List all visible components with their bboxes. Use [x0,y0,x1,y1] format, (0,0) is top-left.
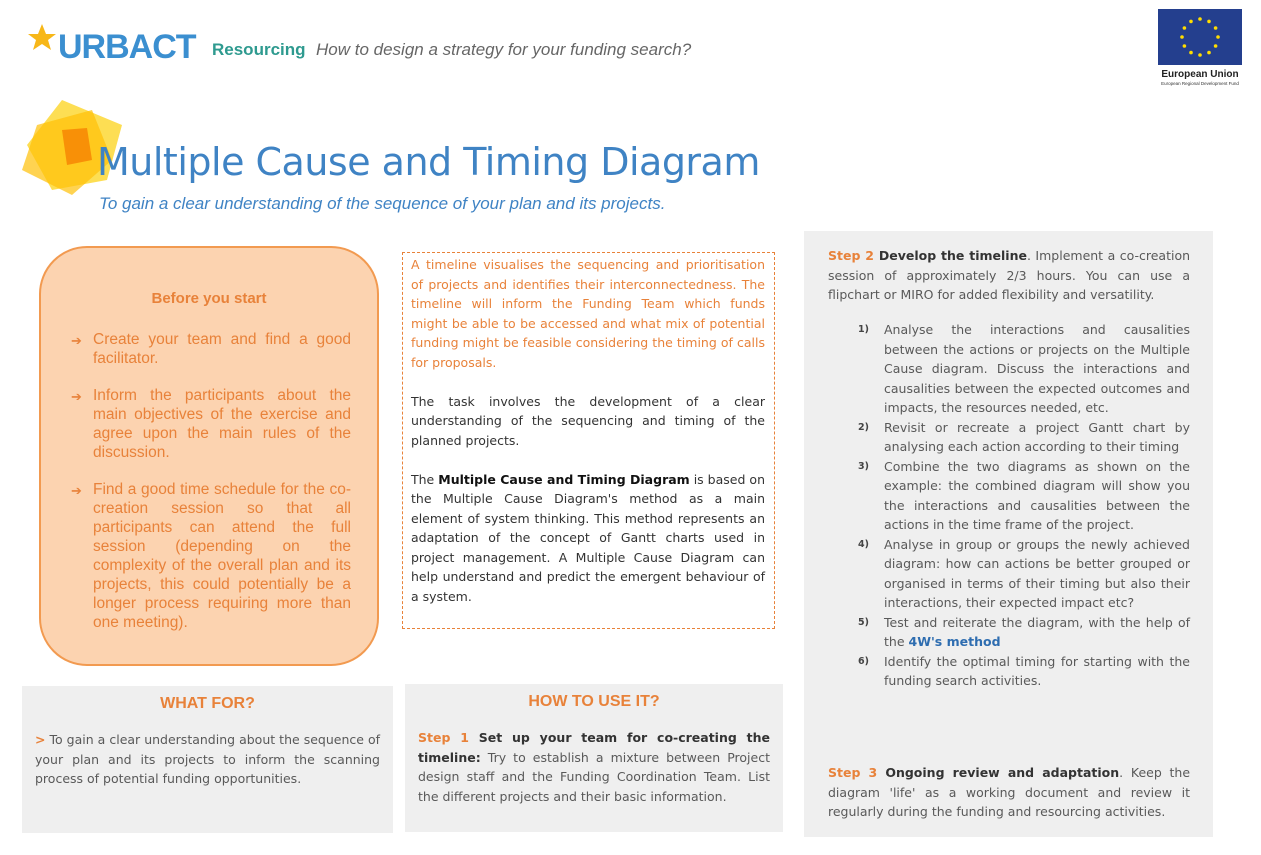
logo-text: URBACT [58,28,196,66]
eu-title: European Union [1161,69,1239,80]
intro-text-box [402,252,775,629]
step-2-text: Step 2 Develop the timeline. Implement a co-creation session of approximately 2/3 hours. You can use a flipchart or MIRO for added flexibility and versatility. [828,248,1191,302]
header-section: Resourcing [212,40,306,59]
steps-panel [804,231,1213,837]
how-to-use-title: HOW TO USE IT? [528,693,660,710]
eu-subtitle: European Regional Development Fund [1161,81,1239,86]
arrow-right-icon: ➔ [71,333,82,348]
page-title: Multiple Cause and Timing Diagram [97,140,760,184]
list-item: 5) Test and reiterate the diagram, with the help of the 4W's method [858,614,1190,649]
arrow-right-icon: ➔ [71,389,82,404]
list-item: 6) Identify the optimal timing for starting with the funding search activities. [858,653,1190,688]
what-for-title: WHAT FOR? [160,695,255,712]
list-item: ➔ Find a good time schedule for the co-creation session so that all participants can attend the full session (depending on the complexity of the overall plan and its projects, this could potentially be a longer process requiring more than one meeting). [71,481,351,631]
list-item: ➔ Create your team and find a good facilitator. [71,331,351,367]
header-subtitle: How to design a strategy for your funding search? [316,40,692,59]
what-for-panel [22,686,393,833]
how-to-use-panel [405,684,783,832]
list-item: 1) Analyse the interactions and causalities between the actions or projects on the Multiple Cause diagram. Discuss the interactions and causalities between the expected outcomes and impacts, the resources needed, etc. [858,322,1190,415]
list-item: 4) Analyse in group or groups the newly achieved diagram: how can actions be better grouped or organised in terms of their timing but also their interactions, their expected impact etc? [858,536,1190,610]
before-you-start-title: Before you start [151,290,267,307]
step-1-text: Step 1 Set up your team for co-creating the timeline: Try to establish a mixture between Project design staff and the Funding Coordination Team. List the different projects and their basic information. [418,730,770,804]
intro-paragraph: A timeline visualises the sequencing and prioritisation of projects and identifies their interconnectedness. The timeline will inform the Funding Team which funds might be able to be accessed and what mix of potential funding might be feasible considering the timing of calls for proposals. [411,257,765,370]
step-3-text: Step 3 Ongoing review and adaptation. Keep the diagram 'life' as a working document and review it regularly during the funding and resourcing activities. [828,765,1191,819]
before-you-start-list [71,330,351,650]
page-subtitle: To gain a clear understanding of the sequence of your plan and its projects. [99,194,666,213]
what-for-text: > To gain a clear understanding about the sequence of your plan and its projects to inform the scanning process of potential funding opportunities. [35,732,380,786]
step-2-list [828,320,1190,691]
task-paragraph: The task involves the development of a clear understanding of the sequencing and timing of the planned projects. [411,393,765,448]
method-paragraph: The Multiple Cause and Timing Diagram is based on the Multiple Cause Diagram's method as a main element of system thinking. This method represents an adaptation of the concept of Gantt charts used in project management. A Multiple Cause Diagram can help understand and predict the emergent behaviour of a system. [411,471,765,604]
list-item: 2) Revisit or recreate a project Gantt chart by analysing each action according to their timing [858,419,1190,454]
eu-flag-icon [1158,9,1242,65]
list-item: ➔ Inform the participants about the main objectives of the exercise and agree upon the main rules of the discussion. [71,387,351,461]
4w-method-link[interactable]: 4W's method [908,634,1001,649]
before-you-start-box [39,246,379,666]
arrow-right-icon: ➔ [71,483,82,498]
list-item: 3) Combine the two diagrams as shown on the example: the combined diagram will show you the interactions and causalities between the actions in the time frame of the project. [858,458,1190,532]
